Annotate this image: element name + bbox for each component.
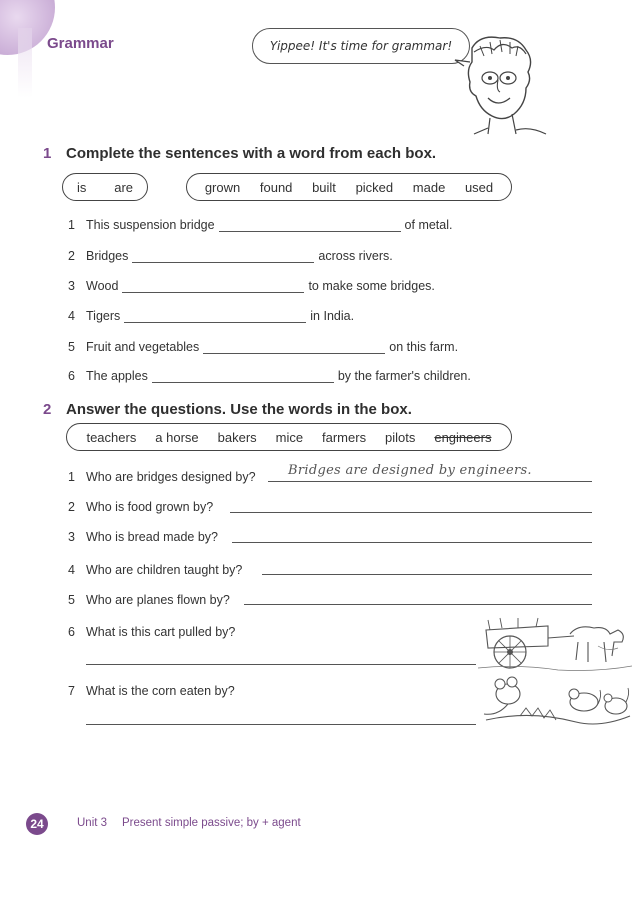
word-box-item: grown <box>204 179 241 195</box>
sentence-row <box>68 369 471 383</box>
page-number-badge: 24 <box>26 813 48 835</box>
question-row <box>68 530 218 544</box>
word-box-participles <box>186 173 512 201</box>
answer-blank[interactable] <box>122 280 304 293</box>
answer-line[interactable] <box>86 724 476 725</box>
sentence-end: across rivers. <box>318 249 393 263</box>
mice-corn-illustration <box>480 672 632 732</box>
word-box-item: teachers <box>86 429 137 445</box>
speech-bubble <box>252 28 470 64</box>
sentence-start: The apples <box>86 369 148 383</box>
item-number: 5 <box>68 340 75 354</box>
word-box-item: bakers <box>217 429 257 445</box>
sentence-row <box>68 249 393 263</box>
exercise-2-title: Answer the questions. Use the words in the box. <box>66 401 412 418</box>
sentence-end: to make some bridges. <box>308 279 435 293</box>
word-box-item: farmers <box>322 429 367 445</box>
item-number: 6 <box>68 625 75 639</box>
question-text: What is this cart pulled by? <box>86 625 236 639</box>
sentence-start: Wood <box>86 279 119 293</box>
item-number: 6 <box>68 369 75 383</box>
answer-line[interactable] <box>86 664 476 665</box>
question-row <box>68 470 256 484</box>
item-number: 2 <box>68 249 75 263</box>
answer-blank[interactable] <box>203 341 385 354</box>
speech-bubble-text: Yippee! It's time for grammar! <box>269 39 453 53</box>
boy-illustration <box>440 30 550 138</box>
item-number: 1 <box>68 218 75 232</box>
item-number: 7 <box>68 684 75 698</box>
sentence-end: on this farm. <box>389 340 459 354</box>
question-text: What is the corn eaten by? <box>86 684 235 698</box>
horse-cart-illustration <box>478 612 632 674</box>
word-box-item: mice <box>275 429 304 445</box>
question-text: Who are planes flown by? <box>86 593 230 607</box>
sentence-start: Tigers <box>86 309 121 323</box>
answer-blank[interactable] <box>132 250 314 263</box>
question-text: Who are bridges designed by? <box>86 470 256 484</box>
question-text: Who is bread made by? <box>86 530 219 544</box>
footer-unit: Unit 3 <box>77 817 108 829</box>
answer-line[interactable] <box>230 512 592 513</box>
sentence-row <box>68 279 435 293</box>
answer-line[interactable] <box>268 481 592 482</box>
sentence-end: by the farmer's children. <box>337 369 471 383</box>
item-number: 5 <box>68 593 75 607</box>
word-box-item: a horse <box>155 429 199 445</box>
word-box-item-used: engineers <box>434 429 492 445</box>
footer-topic: Present simple passive; by + agent <box>122 817 301 829</box>
sentence-end: in India. <box>310 309 355 323</box>
item-number: 3 <box>68 279 75 293</box>
sentence-end: of metal. <box>404 218 453 232</box>
sentence-row <box>68 309 354 323</box>
answer-blank[interactable] <box>152 370 334 383</box>
item-number: 4 <box>68 309 75 323</box>
sentence-start: This suspension bridge <box>86 218 215 232</box>
sentence-row <box>68 340 458 354</box>
word-box-item: found <box>259 179 293 195</box>
word-box-item: made <box>412 179 446 195</box>
answer-line[interactable] <box>232 542 592 543</box>
exercise-1-number: 1 <box>43 145 52 162</box>
word-box-verbs <box>62 173 148 201</box>
answer-blank[interactable] <box>219 219 401 232</box>
word-box-item: picked <box>355 179 394 195</box>
word-box-item: used <box>464 179 494 195</box>
item-number: 1 <box>68 470 75 484</box>
question-row <box>68 625 235 639</box>
word-box-item: built <box>312 179 336 195</box>
question-row <box>68 563 242 577</box>
handwritten-answer: Bridges are designed by engineers. <box>288 463 532 478</box>
question-row <box>68 684 235 698</box>
answer-line[interactable] <box>262 574 592 575</box>
item-number: 4 <box>68 563 75 577</box>
word-box-agents <box>66 423 512 451</box>
answer-blank[interactable] <box>124 310 306 323</box>
item-number: 2 <box>68 500 75 514</box>
sentence-row <box>68 218 452 232</box>
sentence-start: Fruit and vegetables <box>86 340 200 354</box>
word-box-item: are <box>114 179 134 195</box>
question-row <box>68 593 230 607</box>
exercise-1-title: Complete the sentences with a word from each box. <box>66 145 437 162</box>
item-number: 3 <box>68 530 75 544</box>
corner-stripe <box>18 28 32 98</box>
question-text: Who is food grown by? <box>86 500 214 514</box>
answer-line[interactable] <box>244 604 592 605</box>
question-row <box>68 500 213 514</box>
word-box-item: pilots <box>385 429 416 445</box>
question-text: Who are children taught by? <box>86 563 243 577</box>
sentence-start: Bridges <box>86 249 129 263</box>
section-label: Grammar <box>47 35 114 52</box>
exercise-2-number: 2 <box>43 401 52 418</box>
word-box-item: is <box>76 179 87 195</box>
